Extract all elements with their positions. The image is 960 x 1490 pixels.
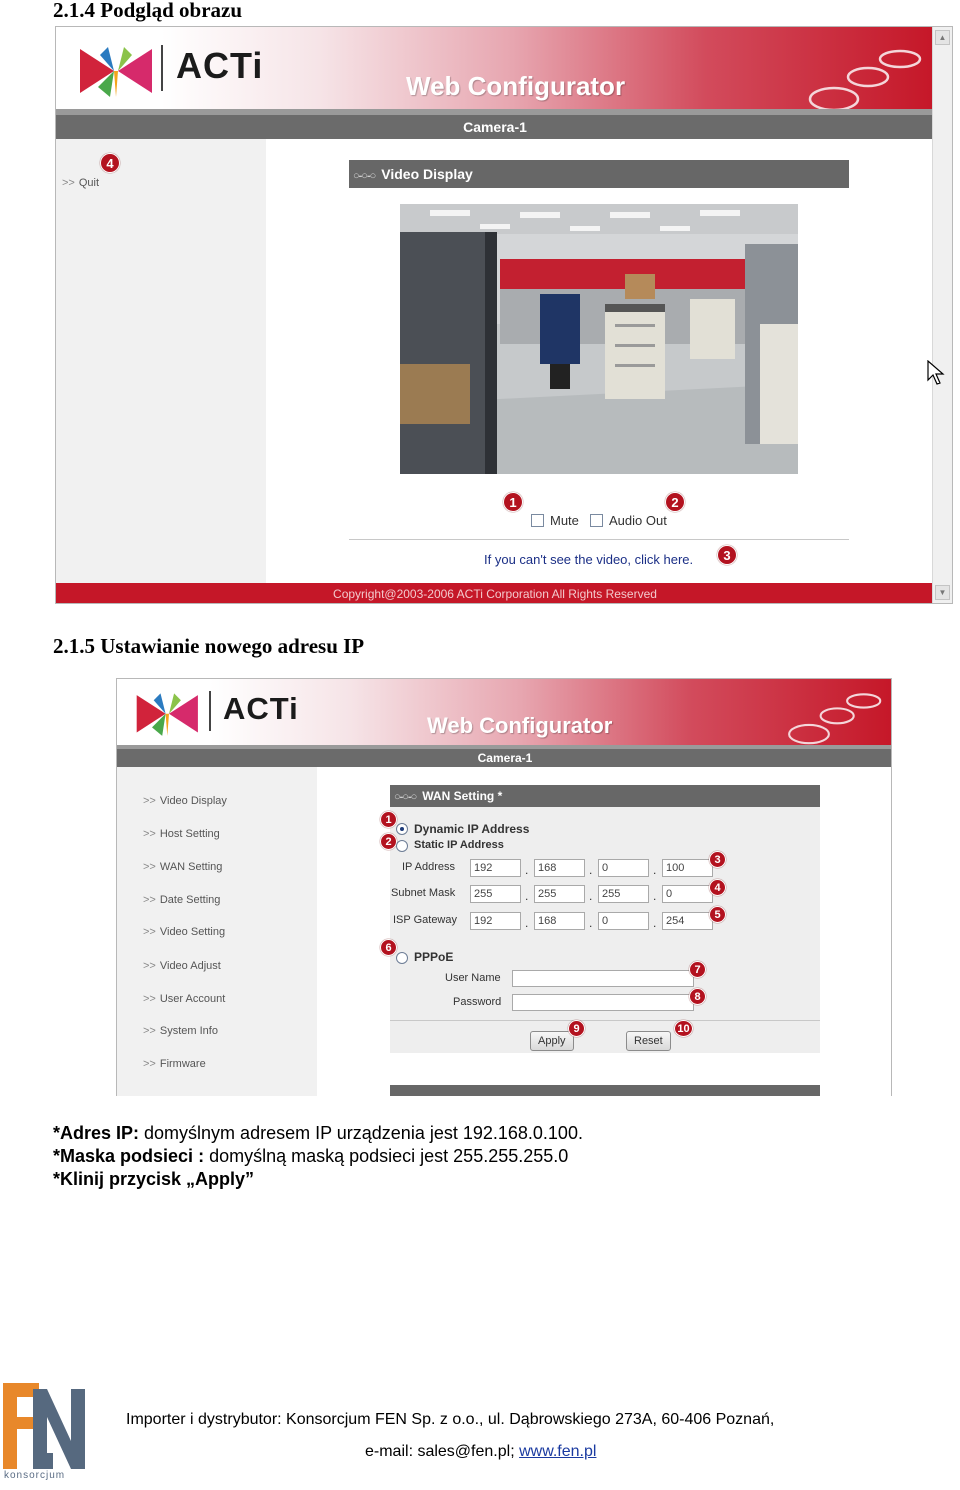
mute-checkbox[interactable]: Mute (531, 513, 579, 528)
divider (349, 539, 849, 540)
dot-separator: . (525, 916, 529, 930)
gateway-octet-3[interactable]: 0 (598, 912, 649, 930)
callout-badge-3: 3 (709, 851, 726, 868)
isp-gateway-label: ISP Gateway (393, 914, 457, 926)
camera-bar: Camera-1 (56, 109, 934, 139)
mute-checkbox-box[interactable] (531, 514, 544, 527)
scroll-up-icon[interactable]: ▲ (935, 30, 950, 45)
static-ip-label: Static IP Address (414, 839, 504, 851)
app-title: Web Configurator (406, 71, 626, 101)
vertical-scrollbar[interactable] (932, 27, 952, 604)
camera-bar: Camera-1 (117, 745, 892, 767)
nav-date-setting[interactable]: >> Date Setting (143, 894, 221, 906)
mask-octet-1[interactable]: 255 (470, 885, 521, 903)
note-apply: *Klinij przycisk „Apply” (53, 1169, 255, 1189)
office-camera-image (400, 204, 798, 474)
note-subnet-mask: *Maska podsieci : domyślną maską podsieci jest 255.255.255.0 (53, 1146, 569, 1166)
video-display-header: ○-○-○ Video Display (349, 160, 849, 188)
nav-wan-setting[interactable]: >> WAN Setting (143, 861, 223, 873)
nav-video-setting[interactable]: >> Video Setting (143, 926, 226, 938)
audio-out-checkbox[interactable]: Audio Out (590, 513, 667, 528)
callout-badge-8: 8 (689, 988, 706, 1005)
reset-button[interactable]: Reset (626, 1031, 671, 1051)
callout-badge-4: 4 (709, 879, 726, 896)
ip-address-label: IP Address (402, 861, 455, 873)
username-label: User Name (445, 972, 501, 984)
screenshot-wan-setting (116, 678, 892, 1096)
callout-badge-7: 7 (689, 961, 706, 978)
nav-firmware[interactable]: >> Firmware (143, 1058, 206, 1070)
fen-logo-icon (3, 1383, 87, 1469)
password-input[interactable] (512, 994, 694, 1011)
dots-icon: ○-○-○ (353, 170, 376, 182)
mask-octet-3[interactable]: 255 (598, 885, 649, 903)
callout-badge-2: 2 (380, 833, 397, 850)
callout-badge-2: 2 (665, 492, 685, 512)
fen-logo-subtitle: konsorcjum (4, 1470, 66, 1481)
left-menu (56, 139, 266, 583)
callout-badge-4: 4 (100, 153, 120, 173)
dot-separator: . (589, 863, 593, 877)
app-title: Web Configurator (427, 713, 613, 738)
header-banner (117, 679, 892, 745)
callout-badge-10: 10 (674, 1020, 693, 1037)
password-label: Password (453, 996, 502, 1008)
callout-badge-5: 5 (709, 906, 726, 923)
dot-separator: . (589, 889, 593, 903)
video-help-link[interactable]: If you can't see the video, click here. (484, 552, 694, 567)
rings-decoration-icon (783, 691, 892, 749)
dot-separator: . (589, 916, 593, 930)
footer-contact: e-mail: sales@fen.pl; www.fen.pl (365, 1443, 597, 1460)
dot-separator: . (653, 916, 657, 930)
nav-quit[interactable]: >> Quit (62, 177, 100, 189)
dot-separator: . (653, 889, 657, 903)
callout-badge-9: 9 (568, 1020, 585, 1037)
divider (390, 1020, 820, 1021)
callout-badge-1: 1 (380, 811, 397, 828)
callout-badge-1: 1 (503, 492, 523, 512)
dots-icon: ○-○-○ (394, 791, 417, 803)
apply-button[interactable]: Apply (530, 1031, 574, 1051)
heading-ip-setup: 2.1.5 Ustawianie nowego adresu IP (53, 634, 365, 658)
screenshot-video-display (55, 26, 953, 604)
nav-system-info[interactable]: >> System Info (143, 1025, 218, 1037)
mask-octet-2[interactable]: 255 (534, 885, 585, 903)
dynamic-ip-label: Dynamic IP Address (414, 822, 530, 836)
audio-out-checkbox-box[interactable] (590, 514, 603, 527)
ip-octet-1[interactable]: 192 (470, 859, 521, 877)
logo-text: ACTi (176, 45, 264, 86)
ip-octet-3[interactable]: 0 (598, 859, 649, 877)
nav-video-display[interactable]: >> Video Display (143, 795, 227, 807)
callout-badge-3: 3 (717, 545, 737, 565)
nav-video-adjust[interactable]: >> Video Adjust (143, 960, 221, 972)
static-ip-radio[interactable] (396, 840, 408, 852)
username-input[interactable] (512, 970, 694, 987)
mask-octet-4[interactable]: 0 (662, 885, 713, 903)
dot-separator: . (525, 889, 529, 903)
logo-separator (209, 691, 211, 731)
subnet-mask-label: Subnet Mask (391, 887, 456, 899)
gateway-octet-2[interactable]: 168 (534, 912, 585, 930)
dot-separator: . (653, 863, 657, 877)
website-link[interactable]: www.fen.pl (519, 1443, 597, 1460)
acti-logo-icon (135, 690, 200, 738)
logo-text: ACTi (223, 691, 299, 726)
pppoe-radio[interactable] (396, 952, 408, 964)
gateway-octet-4[interactable]: 254 (662, 912, 713, 930)
nav-host-setting[interactable]: >> Host Setting (143, 828, 220, 840)
acti-logo-icon (78, 43, 154, 99)
gateway-octet-1[interactable]: 192 (470, 912, 521, 930)
callout-badge-6: 6 (380, 939, 397, 956)
note-ip-address: *Adres IP: domyślnym adresem IP urządzenia jest 192.168.0.100. (53, 1123, 583, 1143)
wan-setting-header: ○-○-○ WAN Setting * (390, 785, 820, 807)
logo-separator (161, 45, 163, 91)
video-feed (400, 204, 798, 474)
dot-separator: . (525, 863, 529, 877)
left-menu (117, 767, 317, 1096)
nav-user-account[interactable]: >> User Account (143, 993, 226, 1005)
ip-octet-2[interactable]: 168 (534, 859, 585, 877)
next-section-header (390, 1085, 820, 1096)
rings-decoration-icon (804, 47, 934, 117)
footer-importer: Importer i dystrybutor: Konsorcjum FEN Sp. z o.o., ul. Dąbrowskiego 273A, 60-406 Poznań, (126, 1411, 775, 1428)
header-banner (56, 27, 934, 109)
heading-image-preview: 2.1.4 Podgląd obrazu (53, 0, 243, 22)
ip-octet-4[interactable]: 100 (662, 859, 713, 877)
copyright-footer: Copyright@2003-2006 ACTi Corporation All Rights Reserved (56, 583, 934, 604)
scroll-down-icon[interactable]: ▼ (935, 585, 950, 600)
mouse-cursor-icon (927, 360, 945, 386)
dynamic-ip-radio[interactable] (396, 823, 408, 835)
pppoe-label: PPPoE (414, 950, 454, 964)
